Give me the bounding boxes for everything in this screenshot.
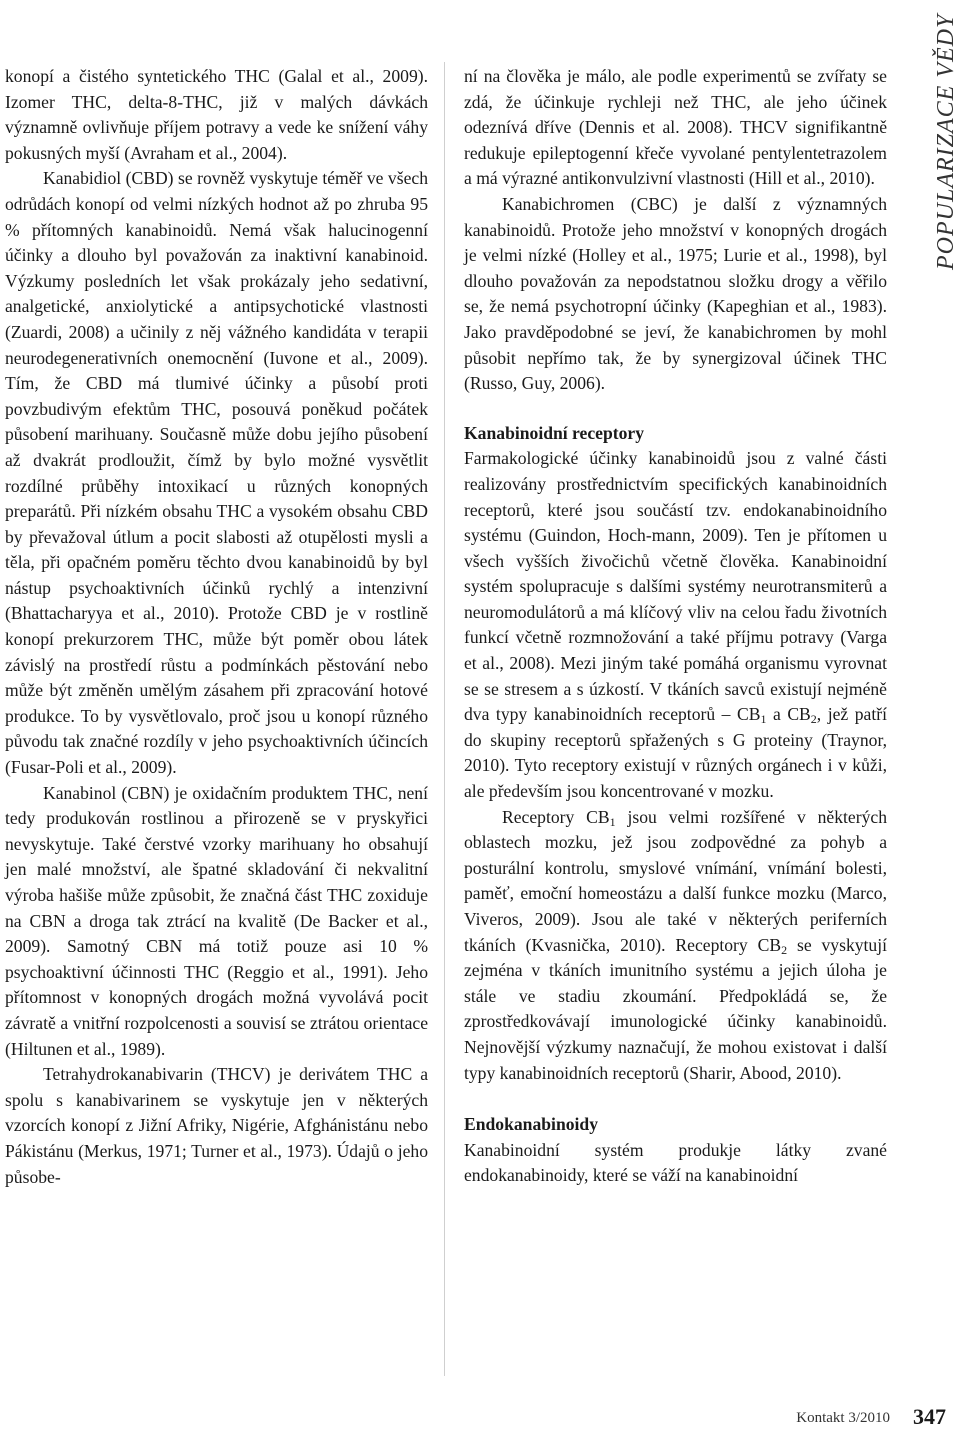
paragraph-thcv: Tetrahydrokanabivarin (THCV) je derivátem THC a spolu s kanabivarinem se vyskytuje jen v některých vzorcích konopí z Jižní Afriky, Nigérie, Afghánistánu nebo Pákistánu (Merkus, 1971; Turner et al., 1973). Údajů o jeho působe- bbox=[5, 1064, 428, 1187]
subscript-cb2: 2 bbox=[810, 712, 817, 727]
paragraph-thc-intro: konopí a čistého syntetického THC (Galal et al., 2009). Izomer THC, delta-8-THC, již v malých dávkách významně ovlivňuje příjem potravy a vede ke snížení váhy pokusných myší (Avraham et al., 2004). bbox=[5, 66, 428, 163]
paragraph-cbn: Kanabinol (CBN) je oxidačním produktem THC, není tedy produkován rostlinou a přirozeně se v pryskyřici nevyskytuje. Také čerstvé vzorky marihuany ho obsahují jen malé množství, ale špatné skladování či nekvalitní výroba hašiše může způsobit, že značná část THC zoxiduje na CBN a droga tak ztrácí na kvalitě (De Backer et al., 2009). Samotný CBN má totiž pouze asi 10 % psychoaktivní účinnosti THC (Reggio et al., 1991). Jeho přítomnost v konopných drogách možná vyvolává pocit závratě a vnitřní rozpolcenosti a souvisí se ztrátou orientace (Hiltunen et al., 1989). bbox=[5, 782, 428, 1059]
paragraph-receptors: Farmakologické účinky kanabinoidů jsou z valné části realizovány prostřednictvím specifických kanabinoidních receptorů, které jsou součástí tzv. endokanabinoidního systému (Guindon, Hoch-mann, 2009). Ten je přítomen u všech vyšších živočichů včetně člověka. Kanabinoidní systém spolupracuje s dalšími systémy neurotransmiterů a neuromodulátorů a má klíčový vliv na celou řadu životních funkcí včetně rozmnožování a také příjmu potravy (Varga et al., 2008). Mezi jiným také pomáhá organismu vyrovnat se se stresem a s úzkostí. V tkáních savců existují nejméně dva typy kanabinoidních receptorů – $CB_1$ a $CB_2$, jež patří do skupiny receptorů spřažených s G proteiny (Traynor, 2010). Tyto receptory existují v různých orgánech i v kůži, ale především jsou koncentrované v mozku. bbox=[464, 448, 887, 802]
right-column bbox=[464, 64, 887, 1189]
paragraph-thcv-continued: ní na člověka je málo, ale podle experimentů se zvířaty se zdá, že účinkuje rychleji než THC, ale jeho účinek odeznívá dříve (Dennis et al. 2008). THCV signifikantně redukuje epileptogenní křeče vyvolané pentylentetrazolem a má výrazné antikonvulzivní vlastnosti (Hill et al., 2010). bbox=[464, 66, 887, 189]
journal-issue: Kontakt 3/2010 bbox=[796, 1410, 890, 1426]
left-column bbox=[5, 64, 428, 1190]
page-number: 347 bbox=[913, 1404, 946, 1429]
section-label-text: POPULARIZACE VĚDY bbox=[933, 13, 959, 270]
column-divider bbox=[444, 62, 445, 1376]
paragraph-endocannabinoids: Kanabinoidní systém produkje látky zvané endokanabinoidy, které se váží na kanabinoidní bbox=[464, 1139, 887, 1186]
section-label bbox=[933, 13, 959, 271]
section-heading-receptors: Kanabinoidní receptory bbox=[464, 422, 645, 443]
subscript-cb1: 1 bbox=[760, 712, 767, 727]
section-heading-endocannabinoids: Endokanabinoidy bbox=[464, 1114, 598, 1135]
paragraph-cb-receptors: Receptory $CB_1$ jsou velmi rozšířené v některých oblastech mozku, jež jsou zodpovědné za pohyb a posturální kontrolu, smyslové vnímání, vnímání bolesti, paměť, emoční homeostázu a další funkce mozku (Marco, Viveros, 2009). Jsou ale také v některých periferních tkáních (Kvasnička, 2010). Receptory $CB_2$ se vyskytují zejména v tkáních imunitního systému a jejich úloha je stále ve stadiu zkoumání. Předpokládá se, že zprostředkovávají imunologické účinky kanabinoidů. Nejnovější výzkumy naznačují, že mohou existovat i další typy kanabinoidních receptorů (Sharir, Abood, 2010). bbox=[464, 806, 888, 1083]
subscript-cb2: 2 bbox=[781, 942, 788, 957]
paragraph-cbd: Kanabidiol (CBD) se rovněž vyskytuje téměř ve všech odrůdách konopí od velmi nízkých hodnot až po zhruba 95 % přítomných kanabinoidů. Nemá však halucinogenní účinky a dlouho byl považován za inaktivní kanabinoid. Výzkumy posledních let však prokázaly jeho sedativní, analgetické, anxiolytické a antipsychotické vlastnosti (Zuardi, 2008) a učinily z něj vážného kandidáta v terapii neurodegenerativních onemocnění (Iuvone et al., 2009). Tím, že CBD má tlumivé účinky a působí proti povzbudivým efektům THC, posouvá poněkud počátek působení marihuany. Současně může dobu jejího působení až dvakrát prodloužit, čímž by bylo možné vysvětlit rozdílné průběhy intoxikací u různých konopných preparátů. Při nízkém obsahu THC a vysokém obsahu CBD by převažoval útlum a pocit slabosti až otupělosti mysli a těla, při opačném poměru těchto dvou kanabinoidů by byl nástup psychoaktivních účinků rychlý a intenzivní (Bhattacharyya et al., 2010). Protože CBD je v rostlině konopí prekurzorem THC, může být poměr obou látek závislý na prostředí růstu a podmínkách pěstování nebo může být změněn umělým zásahem při zpracování hotové produkce. To by vysvětlovalo, proč jsou u konopí různého původu tak značné rozdíly v jeho psychoaktivních účincích (Fusar-Poli et al., 2009). bbox=[5, 168, 428, 778]
paragraph-cbc: Kanabichromen (CBC) je další z významných kanabinoidů. Protože jeho množství v konopných drogách je velmi nízké (Holley et al., 1975; Lurie et al., 1998), byl dlouho považován za nepodstatnou složku drogy a věřilo se, že nemá psychotropní účinky (Kapeghian et al., 1983). Jako pravděpodobné se jeví, že kanabichromen by mohl působit nepřímo tak, že by synergizoval účinek THC (Russo, Guy, 2006). bbox=[464, 193, 887, 394]
subscript-cb1: 1 bbox=[609, 814, 616, 829]
